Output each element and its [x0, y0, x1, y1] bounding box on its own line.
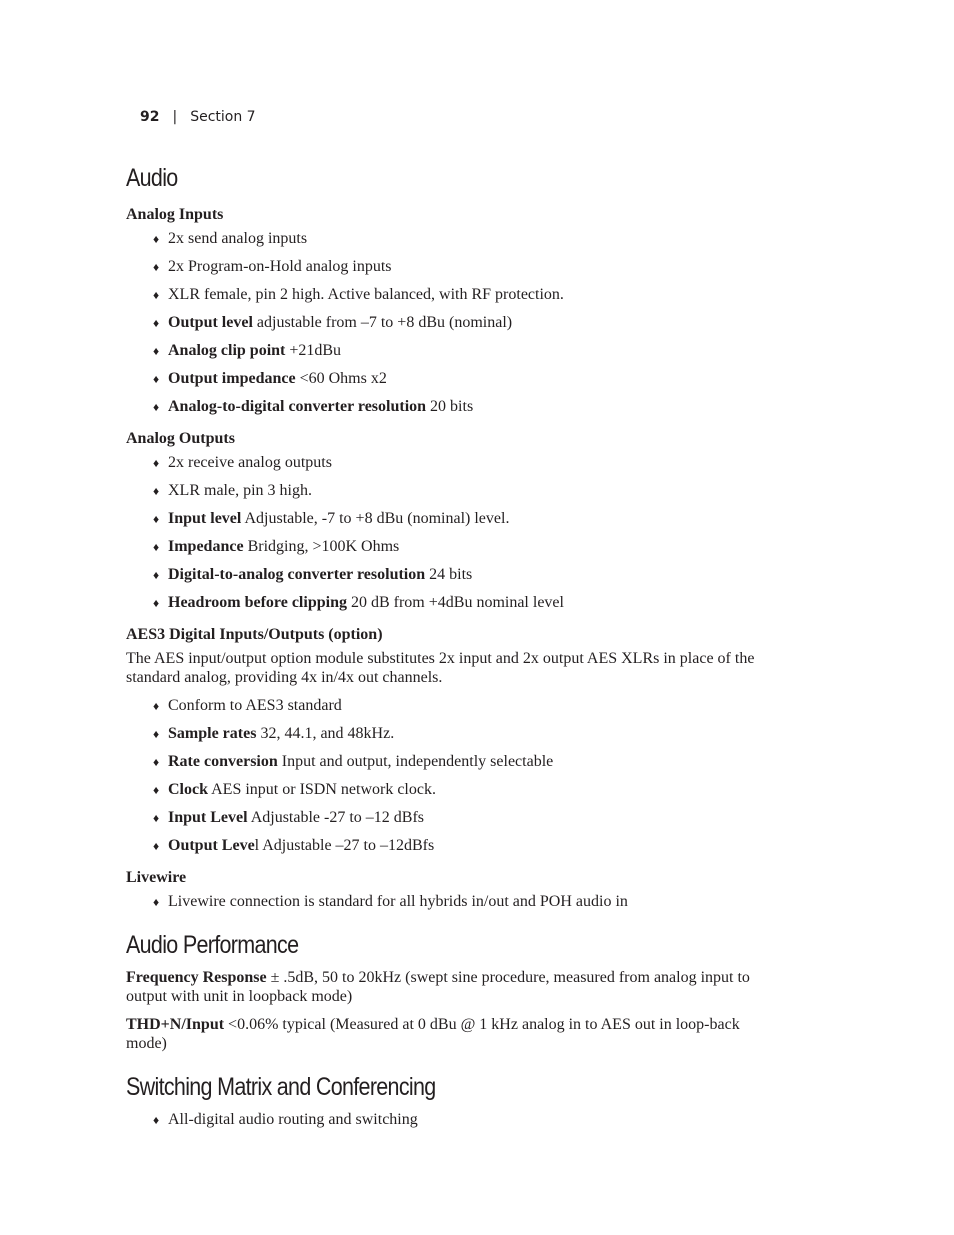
- item-text: 2x Program-on-Hold analog inputs: [168, 258, 392, 275]
- item-text: Livewire connection is standard for all hybrids in/out and POH audio in: [168, 893, 628, 910]
- page-number: 92: [140, 109, 160, 125]
- diamond-bullet-icon: ♦: [153, 1113, 160, 1127]
- item-text: Input and output, independently selectable: [277, 753, 554, 770]
- item-text: l Adjustable –27 to –12dBfs: [254, 837, 435, 854]
- diamond-bullet-icon: ♦: [153, 232, 160, 246]
- item-label: Input Level: [168, 809, 248, 826]
- diamond-bullet-icon: ♦: [153, 372, 160, 386]
- list-item: [153, 369, 564, 397]
- diamond-bullet-icon: ♦: [153, 839, 160, 853]
- list-item: [153, 724, 553, 752]
- diamond-bullet-icon: ♦: [153, 456, 160, 470]
- list-item: [153, 593, 564, 621]
- item-text: +21dBu: [285, 342, 342, 359]
- diamond-bullet-icon: ♦: [153, 344, 160, 358]
- list-item: [153, 752, 553, 780]
- analog-inputs-list: [153, 229, 564, 425]
- section-label: Section 7: [190, 109, 256, 125]
- item-text: Bridging, >100K Ohms: [243, 538, 400, 555]
- diamond-bullet-icon: ♦: [153, 727, 160, 741]
- thd-label: THD+N/Input: [126, 1016, 225, 1033]
- aes3-heading: AES3 Digital Inputs/Outputs (option): [126, 626, 383, 643]
- list-item: [153, 696, 553, 724]
- diamond-bullet-icon: ♦: [153, 596, 160, 610]
- diamond-bullet-icon: ♦: [153, 260, 160, 274]
- item-label: Analog clip point: [168, 342, 286, 359]
- list-item: [153, 341, 564, 369]
- list-item: [153, 892, 628, 920]
- item-text: Adjustable -27 to –12 dBfs: [247, 809, 425, 826]
- item-text: 20 dB from +4dBu nominal level: [346, 594, 564, 611]
- thd-text: <0.06% typical (Measured at 0 dBu @ 1 kHz analog in to AES out in loop-back mode): [126, 1016, 740, 1052]
- item-text: XLR female, pin 2 high. Active balanced, with RF protection.: [168, 286, 564, 303]
- item-text: XLR male, pin 3 high.: [168, 482, 312, 499]
- diamond-bullet-icon: ♦: [153, 512, 160, 526]
- item-text: 20 bits: [426, 398, 474, 415]
- analog-outputs-heading: Analog Outputs: [126, 430, 235, 447]
- audio-performance-title: Audio Performance: [126, 931, 299, 959]
- item-label: Digital-to-analog converter resolution: [168, 566, 426, 583]
- list-item: [153, 313, 564, 341]
- list-item: [153, 285, 564, 313]
- list-item: [153, 257, 564, 285]
- list-item: [153, 1110, 418, 1138]
- aes3-list: [153, 696, 553, 864]
- item-text: 24 bits: [425, 566, 473, 583]
- diamond-bullet-icon: ♦: [153, 484, 160, 498]
- livewire-list: [153, 892, 628, 920]
- list-item: [153, 537, 564, 565]
- item-text: AES input or ISDN network clock.: [208, 781, 436, 798]
- item-text: <60 Ohms x2: [295, 370, 387, 387]
- item-text: Conform to AES3 standard: [168, 697, 342, 714]
- item-label: Output Leve: [168, 837, 255, 854]
- diamond-bullet-icon: ♦: [153, 783, 160, 797]
- item-label: Rate conversion: [168, 753, 278, 770]
- frequency-response-text: ± .5dB, 50 to 20kHz (swept sine procedure, measured from analog input to output with unit in loopback mode): [126, 969, 750, 1005]
- switching-title: Switching Matrix and Conferencing: [126, 1073, 436, 1101]
- running-head: [140, 109, 256, 125]
- frequency-response-label: Frequency Response: [126, 969, 267, 986]
- frequency-response-paragraph: [126, 968, 766, 1006]
- livewire-heading: Livewire: [126, 869, 187, 886]
- item-text: 2x receive analog outputs: [168, 454, 332, 471]
- item-label: Clock: [168, 781, 208, 798]
- item-label: Headroom before clipping: [168, 594, 347, 611]
- diamond-bullet-icon: ♦: [153, 699, 160, 713]
- thd-paragraph: [126, 1015, 766, 1053]
- diamond-bullet-icon: ♦: [153, 895, 160, 909]
- list-item: [153, 453, 564, 481]
- aes3-paragraph: The AES input/output option module substitutes 2x input and 2x output AES XLRs in place of the standard analog, providing 4x in/4x out channels.: [126, 650, 755, 686]
- list-item: [153, 509, 564, 537]
- diamond-bullet-icon: ♦: [153, 540, 160, 554]
- list-item: [153, 565, 564, 593]
- item-text: All-digital audio routing and switching: [168, 1111, 418, 1128]
- list-item: [153, 780, 553, 808]
- item-text: Adjustable, -7 to +8 dBu (nominal) level.: [241, 510, 510, 527]
- item-text: adjustable from –7 to +8 dBu (nominal): [252, 314, 513, 331]
- diamond-bullet-icon: ♦: [153, 568, 160, 582]
- list-item: [153, 397, 564, 425]
- diamond-bullet-icon: ♦: [153, 755, 160, 769]
- diamond-bullet-icon: ♦: [153, 316, 160, 330]
- running-head-separator: |: [172, 109, 178, 125]
- switching-list: [153, 1110, 418, 1138]
- item-label: Input level: [168, 510, 242, 527]
- item-text: 2x send analog inputs: [168, 230, 308, 247]
- analog-inputs-heading: Analog Inputs: [126, 206, 224, 223]
- list-item: [153, 808, 553, 836]
- list-item: [153, 481, 564, 509]
- item-label: Impedance: [168, 538, 244, 555]
- diamond-bullet-icon: ♦: [153, 400, 160, 414]
- diamond-bullet-icon: ♦: [153, 288, 160, 302]
- diamond-bullet-icon: ♦: [153, 811, 160, 825]
- analog-outputs-list: [153, 453, 564, 621]
- item-label: Analog-to-digital converter resolution: [168, 398, 427, 415]
- list-item: [153, 229, 564, 257]
- audio-title: Audio: [126, 164, 178, 192]
- item-label: Output level: [168, 314, 253, 331]
- item-text: 32, 44.1, and 48kHz.: [256, 725, 395, 742]
- list-item: [153, 836, 553, 864]
- item-label: Sample rates: [168, 725, 257, 742]
- item-label: Output impedance: [168, 370, 296, 387]
